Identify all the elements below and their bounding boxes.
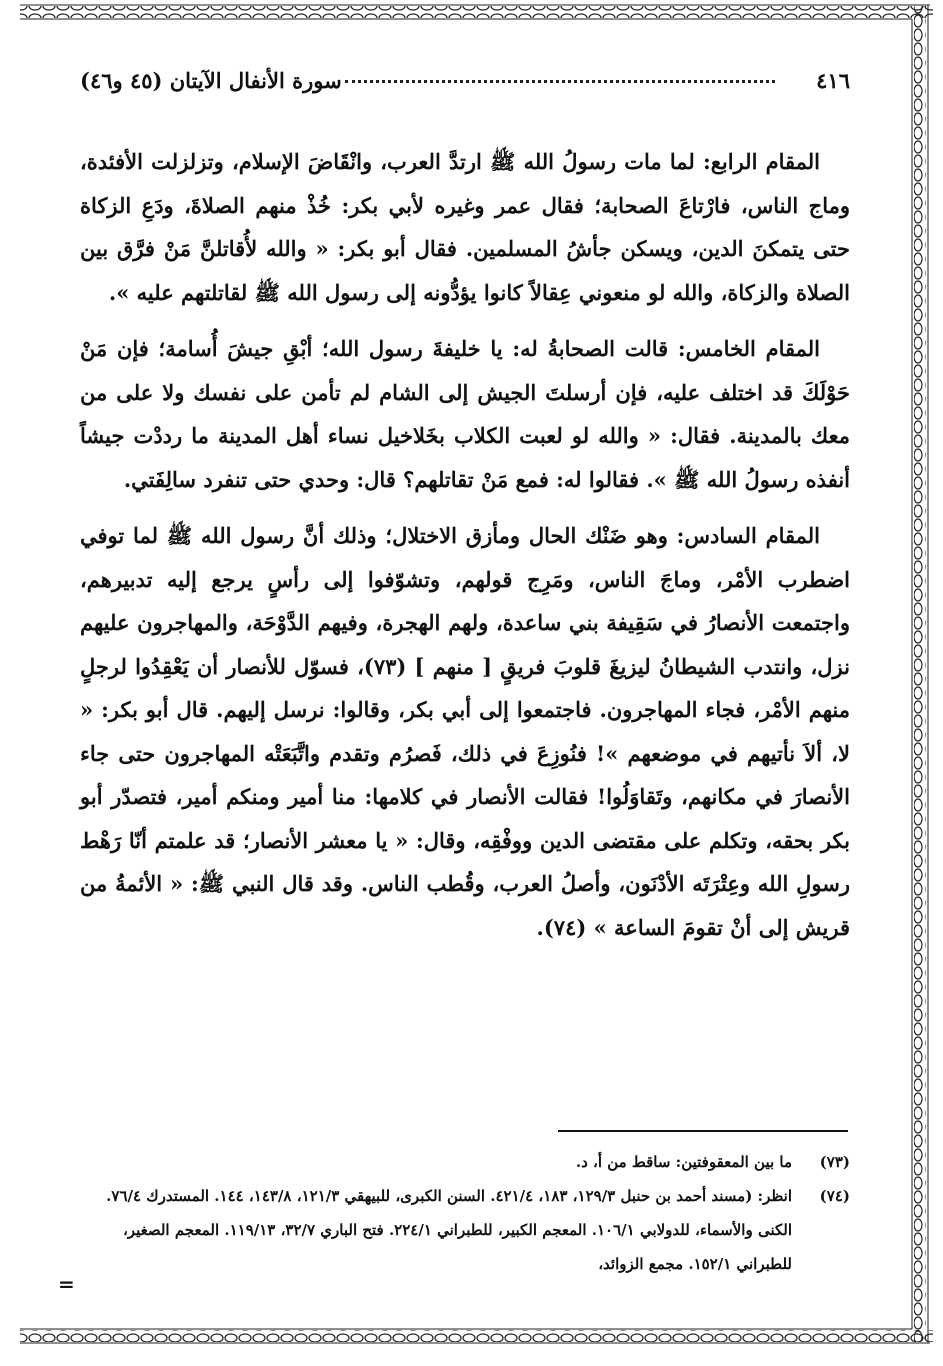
footnotes (80, 1145, 850, 1281)
paragraph-fifth-station: المقام الخامس: قالت الصحابةُ له: يا خليفةَ رسول الله؛ أبْقِ جيشَ أُسامة؛ فإن مَنْ حَوْلَكَ قد اختلف عليه، فإن أرسلتَ الجيش إلى الشام لم تأمن على نفسك ولا على من معك بالمدينة. فقال: « والله لو لعبت الكلاب بخَلاخيل نساء أهل المدينة ما رددْت جيشاً أنفذه رسولُ الله ﷺ ». فقالوا له: فمع مَنْ تقاتلهم؟ قال: وحدي حتى تنفرد سالِفَتي. (80, 336, 850, 492)
running-title: سورة الأنفال الآيتان (٤٥ و٤٦) (80, 68, 342, 93)
footnote-73 (80, 1145, 850, 1179)
footnote-text: ما بين المعقوفتين: ساقط من أ، د. (575, 1153, 792, 1171)
footnote-number: (٧٣) (819, 1153, 850, 1171)
main-text (80, 140, 850, 962)
page-number: ٤١٦ (816, 68, 850, 93)
running-header (80, 60, 850, 96)
footnote-text: انظر: (مسند أحمد بن حنبل ١٢٩/٣، ١٨٣، ٤٢١/٤. السنن الكبرى، للبيهقي ١٢١/٣، ١٤٣/٨، ١٤٤. المستدرك ٧٦/٤. الكنى والأسماء، للدولابي ١٠٦/١. المعجم الكبير، للطبراني ٢٢٤/١. فتح الباري ٣٢/٧، ١١٩/١٣. المعجم الصغير، للطبراني ١٥٢/١. مجمع الزوائد، (106, 1187, 792, 1273)
footnote-separator (558, 1130, 848, 1132)
footnote-number: (٧٤) (819, 1187, 850, 1205)
footnote-74 (80, 1179, 850, 1281)
paragraph-fourth-station: المقام الرابع: لما مات رسولُ الله ﷺ ارتدَّ العرب، وانْقَاضَ الإسلام، وتزلزلت الأفئدة، وماج الناس، فارْتاعَ الصحابة؛ فقال عمر وغيره لأبي بكر: خُذْ منهم الصلاةَ، ودَعِ الزكاة حتى يتمكنَ الدين، ويسكن جأشُ المسلمين. فقال أبو بكر: « والله لأُقاتلنَّ مَنْ فرَّق بين الصلاة والزكاة، والله لو منعوني عِقالاً كانوا يؤدُّونه إلى رسول الله ﷺ لقاتلتهم عليه ». (80, 149, 850, 305)
paragraph-sixth-station: المقام السادس: وهو ضَنْك الحال ومأزق الاختلال؛ وذلك أنَّ رسول الله ﷺ لما توفي اضطرب الأمْر، وماجَ الناس، ومَرِج قولهم، وتشوّفوا إلى رأسٍ يرجع إليه تدبيرهم، واجتمعت الأنصارُ في سَقِيفة بني ساعدة، ولهم الهجرة، وفيهم الدَّوْحَة، والمهاجرون عليهم نزل، وانتدب الشيطانُ ليزيغَ قلوبَ فريقٍ [ منهم ] (٧٣)، فسوّل للأنصار أن يَعْقِدُوا لرجلٍ منهم الأمْر، فجاء المهاجرون. فاجتمعوا إلى أبي بكر، وقالوا: نرسل إليهم. قال أبو بكر: « لا، ألاَ نأتيهم في موضعهم »! فنُوزِعَ في ذلك، فَصرُم وتقدم واتَّبَعَتْه المهاجرون حتى جاء الأنصارَ في مكانهم، وتَقاوَلُوا! فقالت الأنصار في كلامها: منا أمير ومنكم أمير، فتصدّر أبو بكر بحقه، وتكلم على مقتضى الدين ووفْقِه، وقال: « يا معشر الأنصار؛ قد علمتم أنّا رَهْط رسولِ الله وعِتْرَتَه الأدْنَون، وأصلُ العرب، وقُطب الناس. وقد قال النبي ﷺ: « الأئمةُ من قريش إلى أنْ تقومَ الساعة » (٧٤). (80, 523, 851, 940)
continuation-mark: = (58, 1272, 75, 1296)
dotted-leader (345, 80, 775, 83)
